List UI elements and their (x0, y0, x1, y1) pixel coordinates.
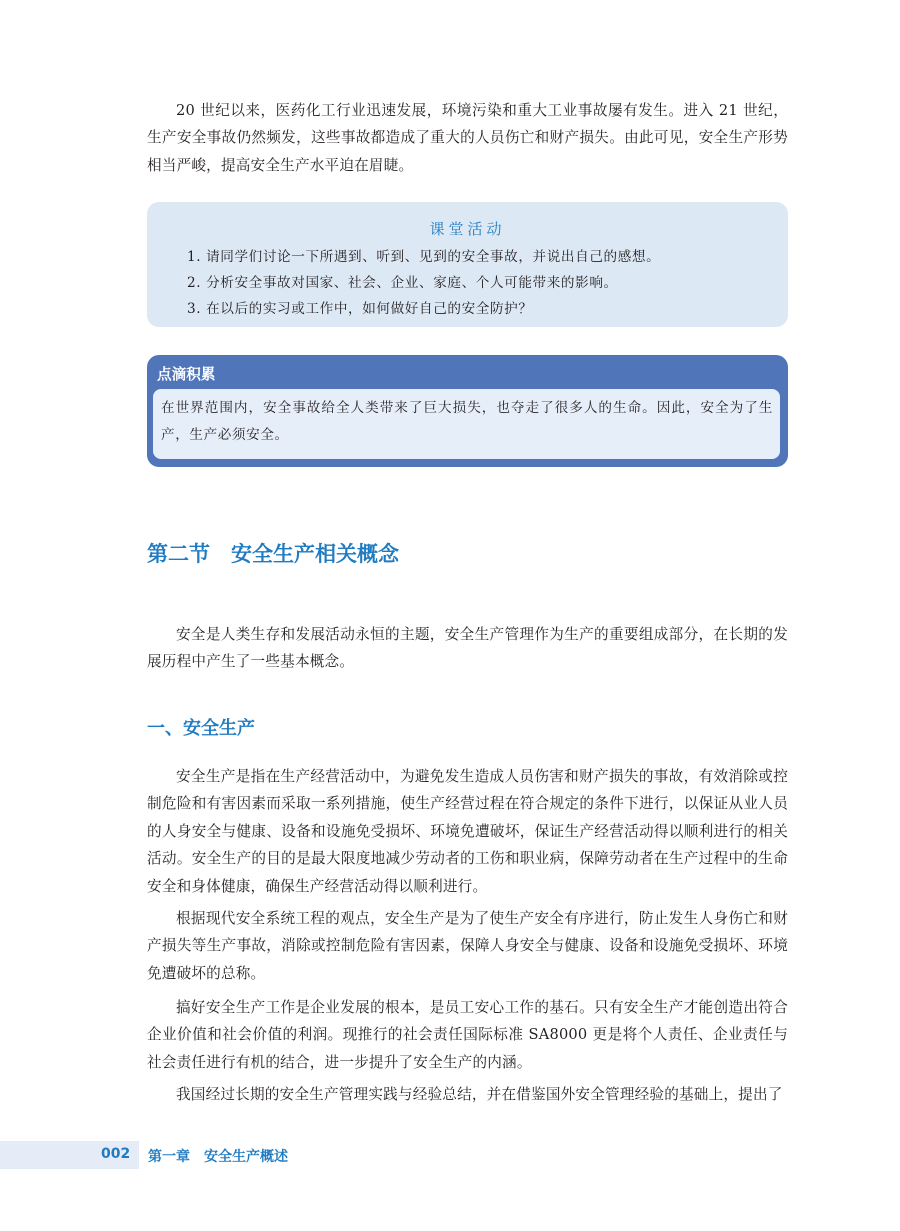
accumulation-title: 点滴积累 (157, 366, 216, 383)
page-number: 002 (101, 1146, 131, 1162)
footer-chapter-title: 第一章 安全生产概述 (148, 1149, 288, 1165)
section-intro-paragraph: 安全是人类生存和发展活动永恒的主题，安全生产管理作为生产的重要组成部分，在长期的发展历程中产生了一些基本概念。 (147, 626, 788, 671)
activity-item: 1. 请同学们讨论一下所遇到、听到、见到的安全事故，并说出自己的感想。 (187, 249, 661, 265)
section-title: 第二节 安全生产相关概念 (147, 542, 399, 566)
subsection-title: 一、安全生产 (147, 718, 255, 739)
body-paragraph: 搞好安全生产工作是企业发展的根本，是员工安心工作的基石。只有安全生产才能创造出符合企业价值和社会价值的利润。现推行的社会责任国际标准 SA8000 更是将个人责任、企业责任与社会责任进行有机的结合，进一步提升了安全生产的内涵。 (147, 999, 788, 1071)
classroom-activity-box (147, 202, 788, 327)
activity-item: 3. 在以后的实习或工作中，如何做好自己的安全防护？ (187, 301, 533, 317)
activity-item: 2. 分析安全事故对国家、社会、企业、家庭、个人可能带来的影响。 (187, 275, 618, 291)
accumulation-text: 在世界范围内，安全事故给全人类带来了巨大损失，也夺走了很多人的生命。因此，安全为了生产，生产必须安全。 (161, 400, 773, 443)
classroom-activity-title: 课堂活动 (429, 220, 506, 238)
intro-paragraph: 20 世纪以来，医药化工行业迅速发展，环境污染和重大工业事故屡有发生。进入 21 世纪，生产安全事故仍然频发，这些事故都造成了重大的人员伤亡和财产损失。由此可见，安全生产形势相当严峻，提高安全生产水平迫在眉睫。 (147, 102, 788, 174)
accumulation-content (153, 389, 780, 459)
accumulation-box (147, 355, 788, 467)
body-paragraph: 我国经过长期的安全生产管理实践与经验总结，并在借鉴国外安全管理经验的基础上，提出了 (176, 1086, 783, 1103)
body-paragraph: 安全生产是指在生产经营活动中，为避免发生造成人员伤害和财产损失的事故，有效消除或控制危险和有害因素而采取一系列措施，使生产经营过程在符合规定的条件下进行，以保证从业人员的人身安全与健康、设备和设施免受损坏、环境免遭破坏，保证生产经营活动得以顺利进行的相关活动。安全生产的目的是最大限度地减少劳动者的工伤和职业病，保障劳动者在生产过程中的生命安全和身体健康，确保生产经营活动得以顺利进行。 (147, 768, 788, 895)
body-paragraph: 根据现代安全系统工程的观点，安全生产是为了使生产安全有序进行，防止发生人身伤亡和财产损失等生产事故，消除或控制危险有害因素，保障人身安全与健康、设备和设施免受损坏、环境免遭破坏的总称。 (147, 910, 788, 982)
